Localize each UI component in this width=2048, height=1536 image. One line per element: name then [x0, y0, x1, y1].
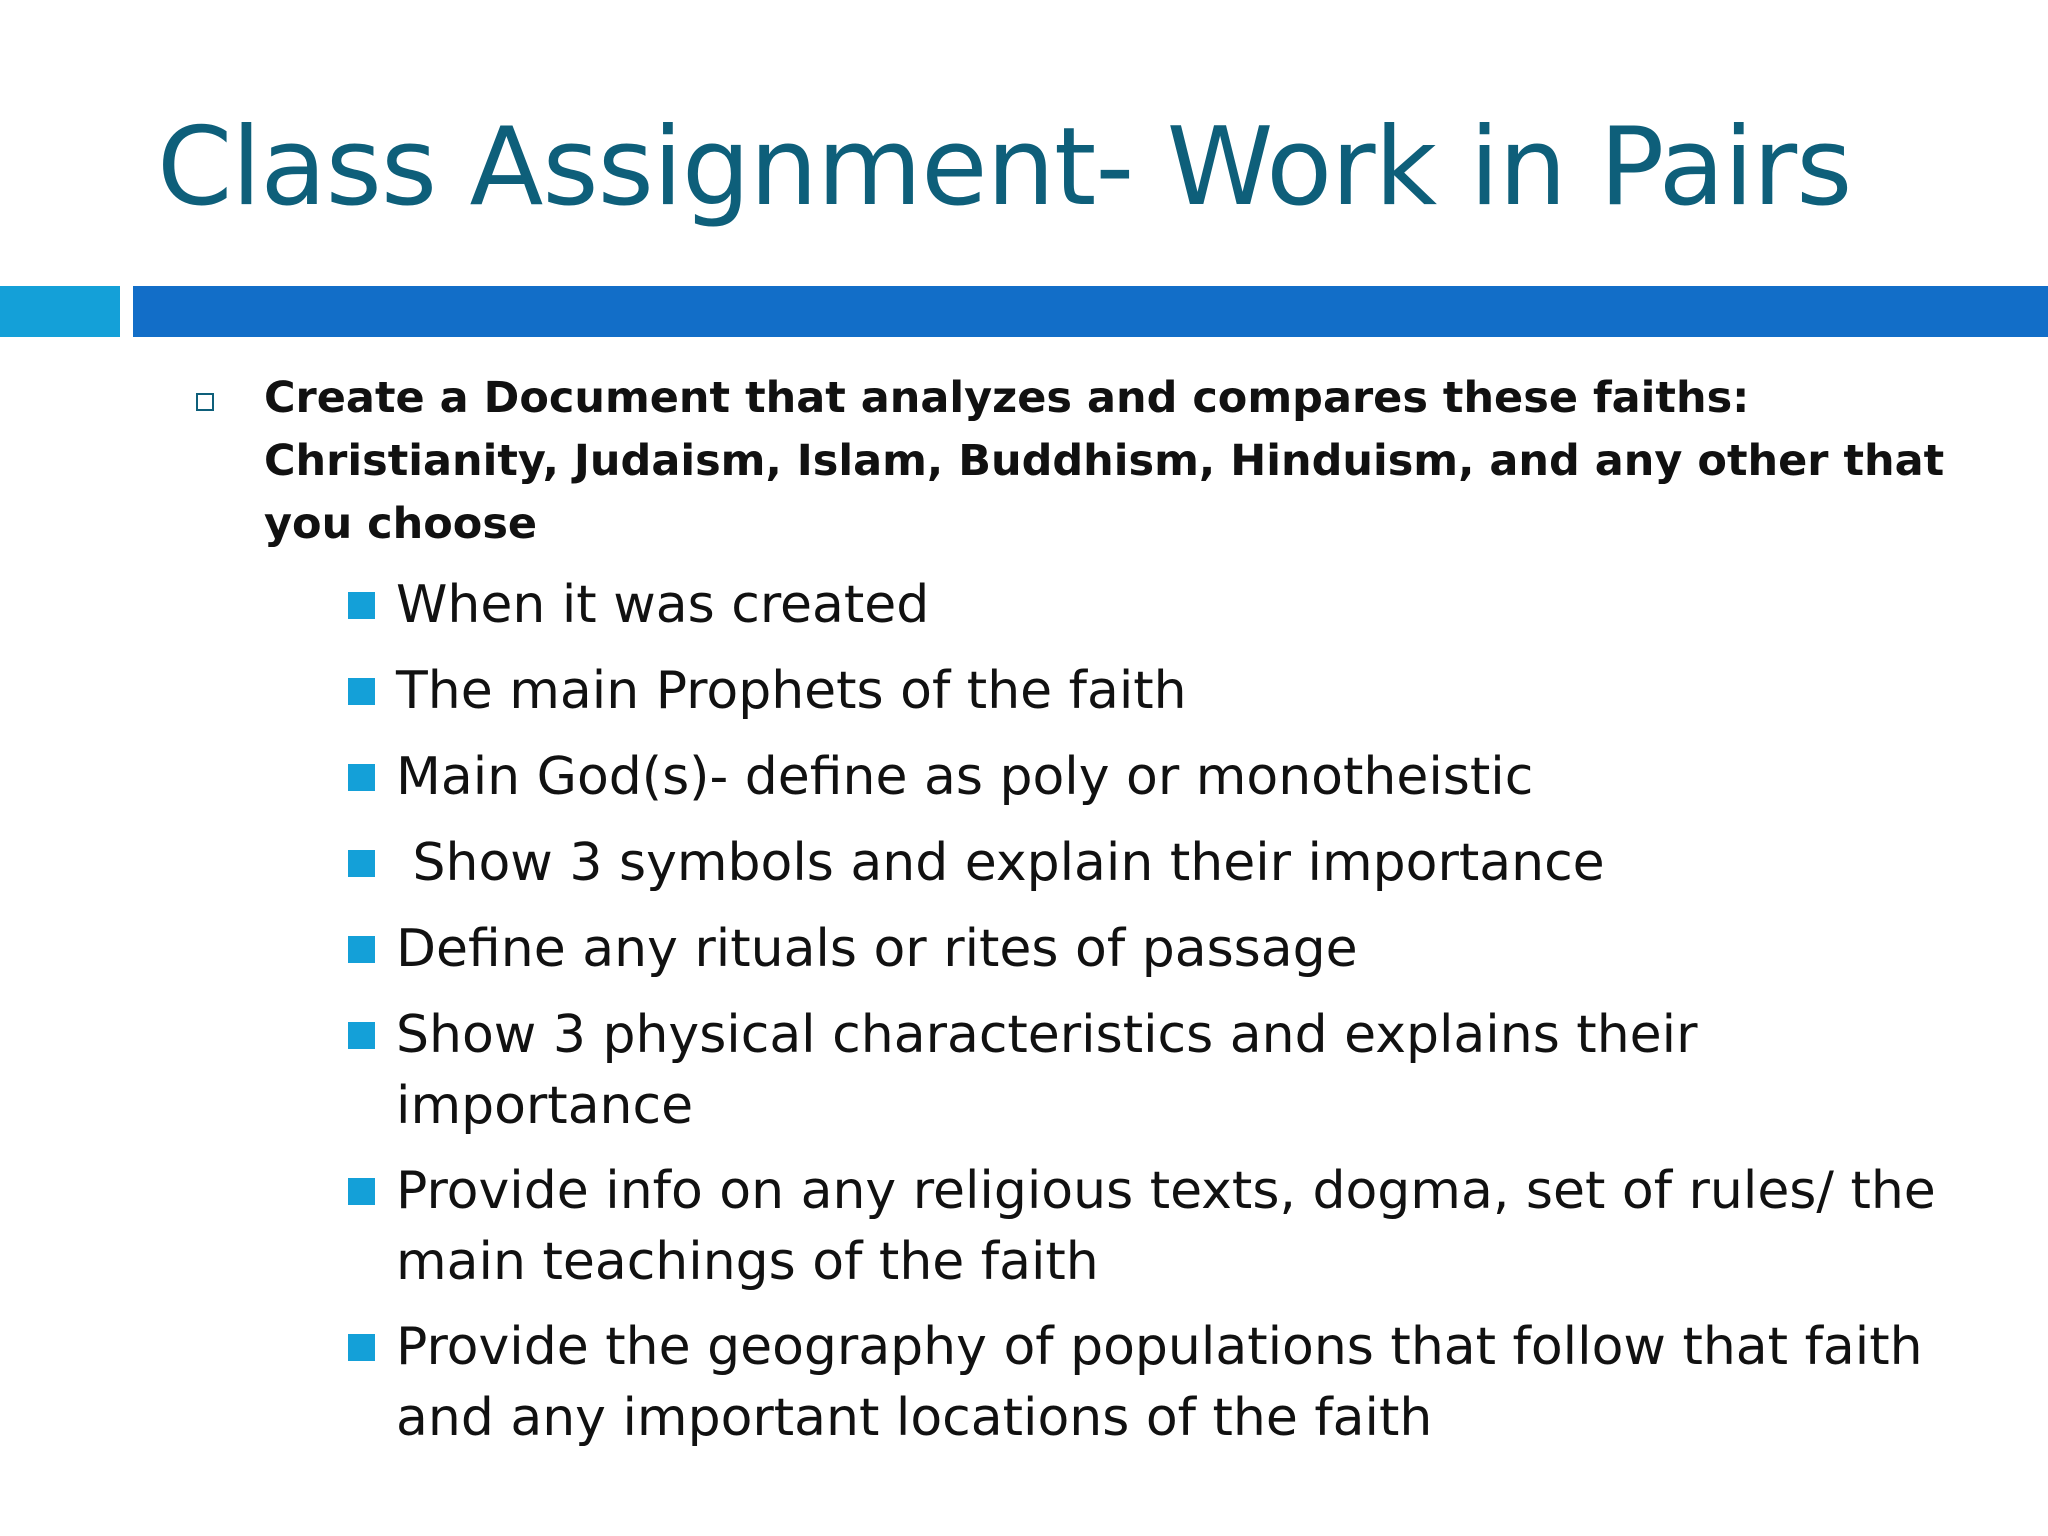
- list-item: [348, 914, 1948, 985]
- list-item-text: Show 3 symbols and explain their importance: [396, 833, 1605, 893]
- square-bullet-icon: [348, 1334, 375, 1361]
- hollow-square-bullet-icon: [196, 393, 214, 411]
- list-item-text: When it was created: [396, 575, 930, 635]
- square-bullet-icon: [348, 592, 375, 619]
- main-point-text: Create a Document that analyzes and compares these faiths: Christianity, Judaism, Islam, Buddhism, Hinduism, and any other that you choose: [264, 373, 1945, 549]
- list-item-text: Show 3 physical characteristics and explains their importance: [396, 1005, 1698, 1136]
- title-rule-accent: [0, 286, 120, 337]
- list-item-text: The main Prophets of the faith: [396, 661, 1187, 721]
- sub-point-list: [348, 570, 1948, 1468]
- square-bullet-icon: [348, 1022, 375, 1049]
- list-item: [348, 742, 1948, 813]
- square-bullet-icon: [348, 936, 375, 963]
- list-item-text: Provide the geography of populations that follow that faith and any important locations of the faith: [396, 1317, 1923, 1448]
- square-bullet-icon: [348, 678, 375, 705]
- list-item-text: Main God(s)- define as poly or monotheistic: [396, 747, 1534, 807]
- list-item: [348, 1312, 1948, 1454]
- square-bullet-icon: [348, 1178, 375, 1205]
- square-bullet-icon: [348, 850, 375, 877]
- list-item: [348, 828, 1948, 899]
- square-bullet-icon: [348, 764, 375, 791]
- list-item: [348, 570, 1948, 641]
- list-item-text: Provide info on any religious texts, dogma, set of rules/ the main teachings of the faith: [396, 1161, 1936, 1292]
- list-item: [348, 656, 1948, 727]
- list-item: [348, 1156, 1948, 1298]
- list-item: [348, 1000, 1948, 1142]
- title-rule-bar: [133, 286, 2048, 337]
- list-item-text: Define any rituals or rites of passage: [396, 919, 1358, 979]
- slide-title: Class Assignment- Work in Pairs: [157, 105, 1852, 230]
